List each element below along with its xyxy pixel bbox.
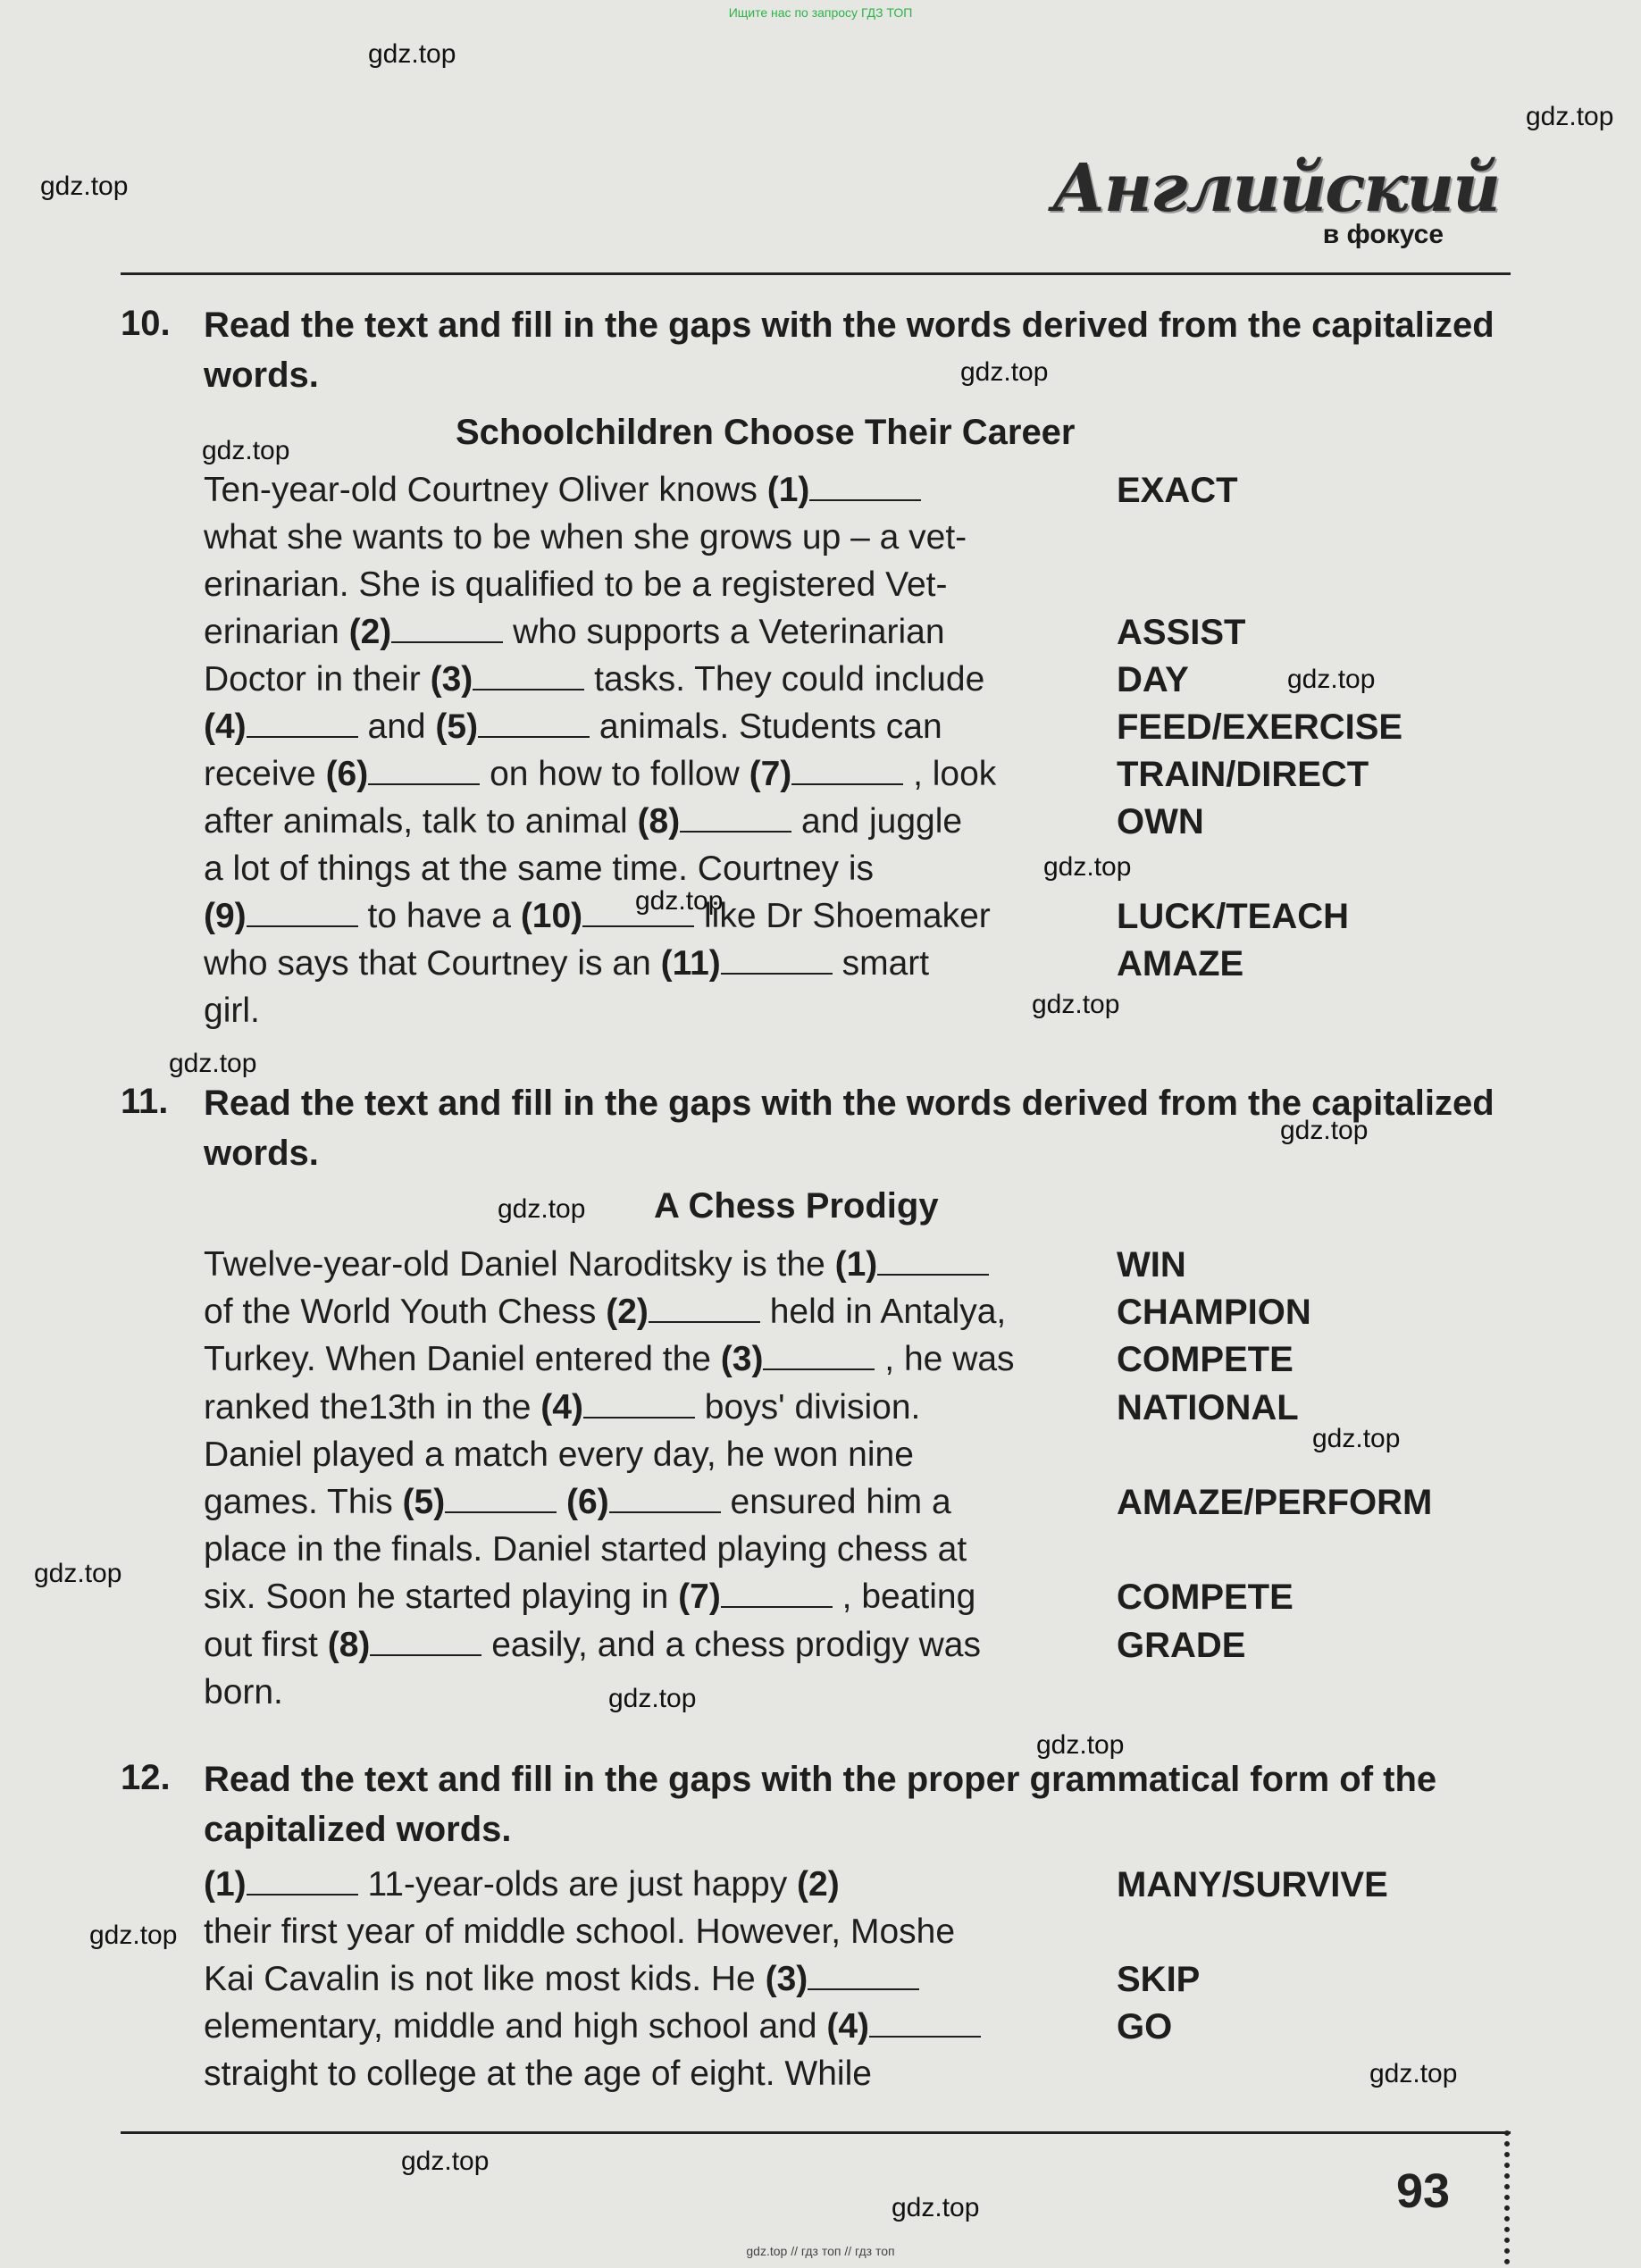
gap-number: (6)	[557, 1483, 609, 1521]
line-text: who says that Courtney is an	[204, 944, 661, 983]
text-line	[204, 2052, 872, 2096]
gap-number: (11)	[660, 944, 721, 983]
text-line	[204, 799, 962, 844]
watermark: gdz.top	[169, 1049, 257, 1078]
watermark: gdz.top	[40, 172, 129, 201]
page-number: 93	[1396, 2164, 1451, 2218]
logo-title: Английский	[1051, 150, 1499, 227]
gap-number: (7)	[678, 1578, 721, 1617]
line-text: of the World Youth Chess	[204, 1293, 607, 1332]
gap-number: (8)	[327, 1625, 371, 1664]
capitalized-word: GRADE	[1117, 1625, 1246, 1665]
text-line	[204, 657, 984, 702]
line-text: who supports a Veterinarian	[503, 613, 945, 651]
line-text: out first	[204, 1625, 328, 1664]
task-12-number: 12.	[121, 1758, 171, 1797]
task-10-instruction: Read the text and fill in the gaps with the words derived from the capitalized words.	[204, 305, 1494, 395]
gap-number: (6)	[325, 755, 369, 793]
answer-gap[interactable]	[478, 706, 590, 738]
line-text: smart	[832, 944, 930, 983]
task-11-title: A Chess Prodigy	[654, 1186, 939, 1226]
line-text: to have a	[357, 897, 521, 935]
text-line	[204, 563, 948, 607]
text-line	[204, 1337, 1015, 1382]
text-line	[204, 1243, 989, 1287]
capitalized-word: TRAIN/DIRECT	[1117, 755, 1369, 794]
text-line	[204, 610, 945, 655]
gap-number: (4)	[540, 1387, 583, 1427]
answer-gap[interactable]	[582, 895, 694, 927]
footer-rule	[121, 2131, 1511, 2134]
watermark: gdz.top	[1280, 1116, 1369, 1145]
gap-number: (2)	[797, 1865, 840, 1904]
line-text: and	[357, 707, 436, 746]
watermark: gdz.top	[1036, 1730, 1125, 1760]
gap-number: (4)	[826, 2007, 870, 2046]
capitalized-word: EXACT	[1117, 471, 1238, 510]
watermark: gdz.top	[89, 1921, 178, 1950]
text-line	[204, 705, 942, 749]
line-text: ensured him a	[720, 1483, 951, 1521]
line-text: , beating	[832, 1578, 976, 1617]
text-line	[204, 1910, 955, 1954]
gap-number: (9)	[204, 897, 247, 935]
logo-subtitle: в фокусе	[1322, 220, 1444, 249]
capitalized-word: GO	[1117, 2007, 1173, 2046]
text-line	[204, 1480, 951, 1525]
answer-gap[interactable]	[370, 1624, 481, 1656]
text-line	[204, 468, 921, 513]
watermark: gdz.top	[892, 2193, 980, 2222]
watermark: gdz.top	[368, 39, 456, 69]
capitalized-word: DAY	[1117, 660, 1189, 699]
capitalized-word: AMAZE/PERFORM	[1117, 1483, 1433, 1522]
text-line	[204, 942, 929, 986]
text-line	[204, 2004, 981, 2049]
top-banner: Ищите нас по запросу ГДЗ ТОП	[728, 5, 913, 20]
text-line	[204, 1670, 283, 1715]
watermark: gdz.top	[635, 886, 724, 916]
gap-number: (7)	[749, 755, 792, 793]
line-text: receive	[204, 755, 326, 793]
answer-gap[interactable]	[247, 895, 358, 927]
answer-gap[interactable]	[809, 469, 921, 501]
task-10-number: 10.	[121, 304, 171, 343]
line-text: animals. Students can	[590, 707, 942, 746]
text-line	[204, 989, 260, 1034]
watermark: gdz.top	[498, 1194, 586, 1224]
gap-number: (1)	[766, 471, 810, 509]
watermark: gdz.top	[1526, 102, 1614, 131]
header-rule	[121, 272, 1511, 275]
watermark: gdz.top	[1043, 852, 1132, 882]
answer-gap[interactable]	[473, 658, 584, 690]
capitalized-word: COMPETE	[1117, 1578, 1294, 1618]
task-11-number: 11.	[121, 1082, 169, 1121]
answer-gap[interactable]	[791, 753, 903, 785]
capitalized-word: WIN	[1117, 1245, 1186, 1285]
line-text: a lot of things at the same time. Courtney is	[204, 849, 875, 888]
text-line	[204, 1290, 1006, 1335]
capitalized-word: FEED/EXERCISE	[1117, 707, 1403, 747]
gap-number: (1)	[834, 1245, 878, 1284]
answer-gap[interactable]	[869, 2005, 981, 2038]
capitalized-word: SKIP	[1117, 1960, 1201, 1999]
watermark: gdz.top	[1032, 990, 1120, 1019]
text-line	[204, 1433, 914, 1477]
text-line	[204, 847, 874, 891]
capitalized-word: ASSIST	[1117, 613, 1246, 652]
gap-number: (1)	[204, 1865, 247, 1904]
gap-number: (4)	[204, 707, 247, 746]
line-text: games. This	[204, 1483, 403, 1521]
text-line	[204, 1527, 967, 1572]
answer-gap[interactable]	[391, 611, 503, 643]
gap-number: (3)	[765, 1960, 808, 1998]
line-text: born.	[204, 1672, 283, 1711]
line-text: after animals, talk to animal	[204, 802, 638, 841]
line-text: straight to college at the age of eight. While	[204, 2055, 872, 2093]
text-line	[204, 1862, 840, 1907]
watermark: gdz.top	[1312, 1424, 1401, 1453]
answer-gap[interactable]	[609, 1481, 721, 1513]
answer-gap[interactable]	[247, 706, 358, 738]
capitalized-word: OWN	[1117, 802, 1204, 841]
line-text: place in the finals. Daniel started playing chess at	[204, 1530, 967, 1569]
capitalized-word: NATIONAL	[1117, 1387, 1299, 1427]
line-text: erinarian	[204, 613, 349, 651]
gap-number: (2)	[348, 613, 392, 651]
line-text: tasks. They could include	[584, 660, 985, 699]
answer-gap[interactable]	[721, 1576, 833, 1608]
line-text: Twelve-year-old Daniel Naroditsky is the	[204, 1245, 835, 1284]
answer-gap[interactable]	[808, 1958, 919, 1990]
gap-number: (3)	[430, 660, 473, 699]
text-line	[204, 1385, 920, 1430]
answer-gap[interactable]	[721, 942, 833, 975]
text-line	[204, 1957, 919, 2002]
watermark: gdz.top	[1369, 2059, 1458, 2088]
gap-number: (3)	[720, 1340, 764, 1379]
line-text: six. Soon he started playing in	[204, 1578, 679, 1617]
task-10-title: Schoolchildren Choose Their Career	[456, 413, 1076, 452]
line-text: Doctor in their	[204, 660, 431, 699]
line-text: their first year of middle school. However, Moshe	[204, 1912, 956, 1951]
answer-gap[interactable]	[583, 1386, 695, 1419]
line-text: 11-year-olds are just happy	[357, 1865, 798, 1904]
line-text: Turkey. When Daniel entered the	[204, 1340, 721, 1379]
gap-number: (5)	[402, 1483, 446, 1521]
watermark: gdz.top	[34, 1559, 122, 1588]
line-text: Daniel played a match every day, he won nine	[204, 1435, 914, 1474]
line-text: boys' division.	[694, 1387, 921, 1427]
answer-gap[interactable]	[368, 753, 480, 785]
gap-number: (2)	[606, 1293, 649, 1332]
text-line	[204, 515, 967, 560]
line-text: what she wants to be when she grows up – a vet-	[204, 518, 967, 557]
watermark: gdz.top	[202, 436, 290, 465]
answer-gap[interactable]	[877, 1243, 989, 1276]
capitalized-word: CHAMPION	[1117, 1293, 1311, 1333]
line-text: ranked the13th in the	[204, 1387, 541, 1427]
watermark: gdz.top	[401, 2147, 490, 2176]
text-line	[204, 1623, 981, 1668]
line-text: held in Antalya,	[759, 1293, 1007, 1332]
line-text: and juggle	[791, 802, 963, 841]
line-text: easily, and a chess prodigy was	[481, 1625, 981, 1664]
book-logo	[1051, 150, 1508, 257]
gap-number: (8)	[637, 802, 681, 841]
line-text: Kai Cavalin is not like most kids. He	[204, 1960, 766, 1998]
line-text: on how to follow	[480, 755, 749, 793]
answer-gap[interactable]	[649, 1291, 760, 1323]
gap-number: (5)	[435, 707, 479, 746]
task-11-instruction: Read the text and fill in the gaps with the words derived from the capitalized words.	[204, 1084, 1494, 1173]
watermark: gdz.top	[960, 357, 1049, 387]
capitalized-word: MANY/SURVIVE	[1117, 1865, 1388, 1904]
line-text: girl.	[204, 992, 260, 1030]
watermark: gdz.top	[1287, 665, 1376, 694]
answer-gap[interactable]	[763, 1338, 875, 1370]
text-line	[204, 894, 991, 939]
line-text: elementary, middle and high school and	[204, 2007, 827, 2046]
line-text: Ten-year-old Courtney Oliver knows	[204, 471, 767, 509]
answer-gap[interactable]	[680, 800, 791, 833]
line-text: , he was	[875, 1340, 1015, 1379]
capitalized-word: AMAZE	[1117, 944, 1244, 983]
task-12-instruction: Read the text and fill in the gaps with the proper grammatical form of the capitalized words.	[204, 1760, 1437, 1849]
line-text: like Dr Shoemaker	[694, 897, 991, 935]
text-line	[204, 1575, 975, 1619]
capitalized-word: LUCK/TEACH	[1117, 897, 1349, 936]
line-text: erinarian. She is qualified to be a registered Vet-	[204, 565, 948, 604]
capitalized-word: COMPETE	[1117, 1340, 1294, 1380]
bottom-banner: gdz.top // гдз топ // гдз топ	[746, 2244, 895, 2258]
line-text: , look	[903, 755, 997, 793]
gap-number: (10)	[520, 897, 583, 935]
answer-gap[interactable]	[247, 1863, 358, 1896]
text-line	[204, 752, 996, 797]
watermark: gdz.top	[608, 1684, 697, 1713]
answer-gap[interactable]	[445, 1481, 557, 1513]
